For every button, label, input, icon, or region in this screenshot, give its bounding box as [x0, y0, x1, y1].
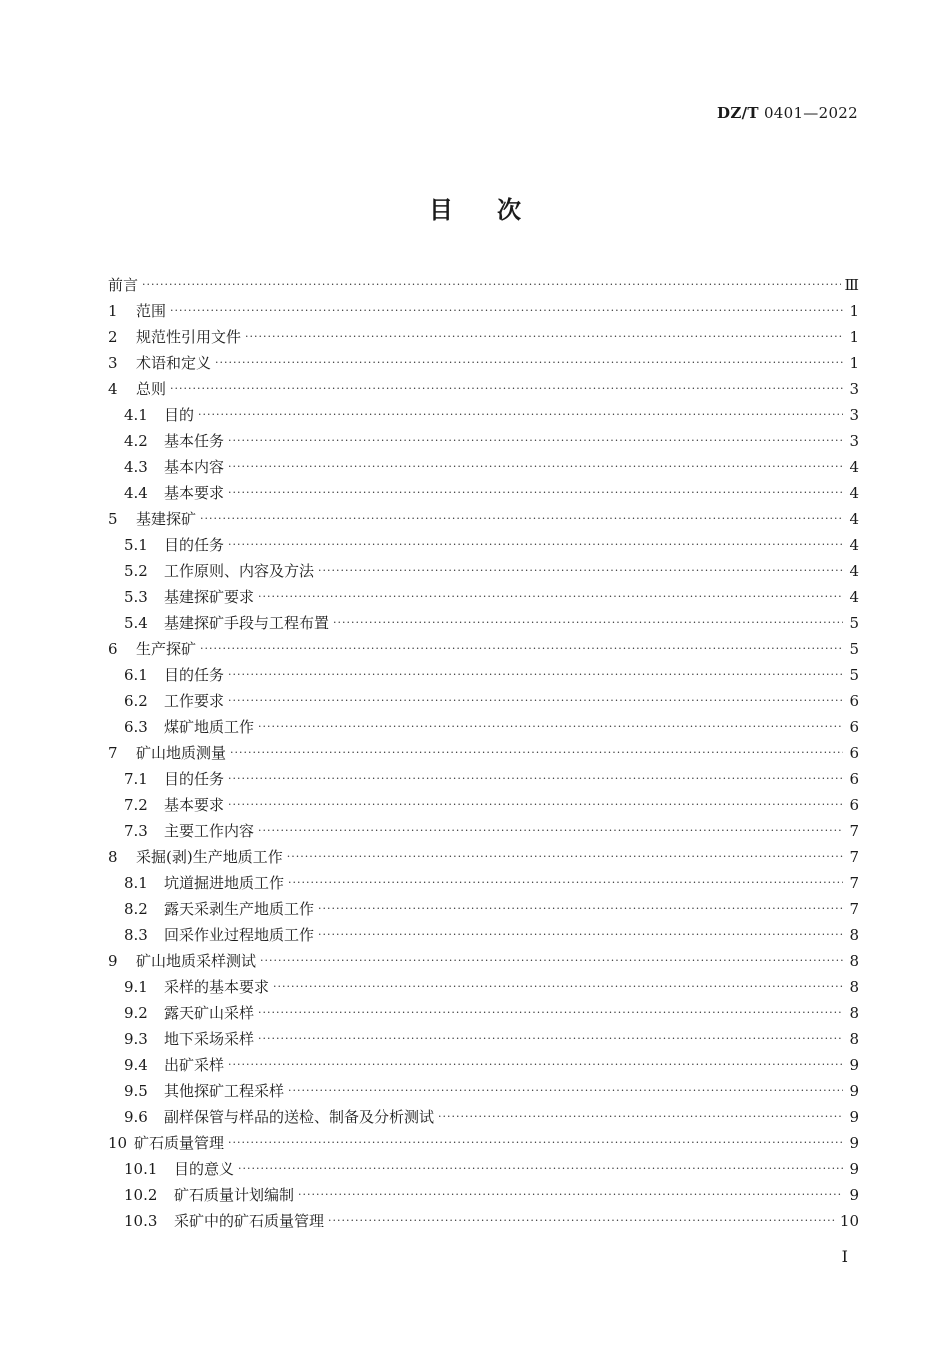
- toc-leader-dots: [318, 558, 843, 584]
- toc-leader-dots: [228, 662, 843, 688]
- toc-entry-number: 5: [108, 510, 118, 528]
- toc-entry-title: 基本任务: [164, 432, 225, 450]
- toc-entry[interactable]: [108, 1104, 859, 1130]
- toc-leader-dots: [238, 1156, 843, 1182]
- toc-leader-dots: [215, 350, 843, 376]
- toc-leader-dots: [228, 766, 843, 792]
- toc-entry-number: 4.3: [124, 458, 148, 476]
- toc-entry[interactable]: [108, 766, 859, 792]
- toc-entry-title: 露天采剥生产地质工作: [164, 900, 315, 918]
- toc-entry[interactable]: [108, 532, 859, 558]
- toc-entry-page: 7: [849, 848, 859, 866]
- toc-entry-page: 9: [849, 1160, 859, 1178]
- toc-entry-number: 8.1: [124, 874, 148, 892]
- toc-entry[interactable]: [108, 480, 859, 506]
- toc-leader-dots: [198, 402, 843, 428]
- toc-entry-title: 采掘(剥)生产地质工作: [136, 848, 283, 866]
- toc-entry-page: 9: [849, 1186, 859, 1204]
- toc-entry-number: 9.6: [124, 1108, 148, 1126]
- toc-entry[interactable]: [108, 1208, 859, 1234]
- toc-entry-title: 煤矿地质工作: [164, 718, 255, 736]
- toc-entry-page: 5: [849, 666, 859, 684]
- toc-entry[interactable]: [108, 844, 859, 870]
- toc-leader-dots: [170, 376, 843, 402]
- toc-entry-page: 9: [849, 1134, 859, 1152]
- toc-entry-page: 8: [849, 978, 859, 996]
- toc-entry-number: 9.5: [124, 1082, 148, 1100]
- toc-entry-number: 6.1: [124, 666, 148, 684]
- toc-entry-number: 4.2: [124, 432, 148, 450]
- toc-entry-number: 9.2: [124, 1004, 148, 1022]
- toc-entry-number: 10.2: [124, 1186, 158, 1204]
- toc-entry-number: 7.2: [124, 796, 148, 814]
- toc-entry[interactable]: [108, 974, 859, 1000]
- toc-entry-title: 目的任务: [164, 770, 225, 788]
- toc-entry-number: 7: [108, 744, 118, 762]
- toc-entry-number: 9.1: [124, 978, 148, 996]
- toc-entry-title: 基建探矿: [136, 510, 197, 528]
- toc-entry-page: 6: [849, 692, 859, 710]
- toc-entry-title: 矿山地质测量: [136, 744, 227, 762]
- toc-entry-page: 1: [849, 302, 859, 320]
- toc-entry-page: 7: [849, 822, 859, 840]
- toc-entry-number: 10.1: [124, 1160, 158, 1178]
- toc-entry-page: 1: [849, 354, 859, 372]
- toc-leader-dots: [298, 1182, 843, 1208]
- toc-entry[interactable]: [108, 558, 859, 584]
- toc-entry[interactable]: [108, 402, 859, 428]
- toc-leader-dots: [245, 324, 843, 350]
- toc-entry-title: 基本要求: [164, 484, 225, 502]
- toc-entry-number: 8.2: [124, 900, 148, 918]
- toc-entry-title: 基建探矿手段与工程布置: [164, 614, 330, 632]
- toc-entry-page: 9: [849, 1082, 859, 1100]
- toc-leader-dots: [228, 480, 843, 506]
- toc-entry[interactable]: [108, 818, 859, 844]
- toc-entry[interactable]: [108, 324, 859, 350]
- toc-leader-dots: [228, 532, 843, 558]
- toc-entry[interactable]: [108, 610, 859, 636]
- toc-entry-page: 4: [849, 484, 859, 502]
- page-title: 目次: [429, 195, 565, 224]
- toc-entry-title: 总则: [136, 380, 167, 398]
- toc-entry-number: 9.3: [124, 1030, 148, 1048]
- toc-entry-page: 3: [849, 432, 859, 450]
- toc-entry-page: 8: [849, 952, 859, 970]
- toc-entry-number: 1: [108, 302, 118, 320]
- toc-entry-page: 4: [849, 458, 859, 476]
- toc-entry-title: 前言: [108, 276, 139, 294]
- toc-entry[interactable]: [108, 1156, 859, 1182]
- toc-entry[interactable]: [108, 714, 859, 740]
- toc-leader-dots: [288, 1078, 843, 1104]
- toc-entry-title: 矿石质量管理: [134, 1134, 225, 1152]
- toc-entry-page: 3: [849, 380, 859, 398]
- toc-entry-title: 范围: [136, 302, 167, 320]
- toc-entry-title: 回采作业过程地质工作: [164, 926, 315, 944]
- toc-entry-number: 6.3: [124, 718, 148, 736]
- toc-leader-dots: [318, 896, 843, 922]
- toc-entry-title: 主要工作内容: [164, 822, 255, 840]
- toc-entry-number: 6.2: [124, 692, 148, 710]
- toc-entry-title: 基本内容: [164, 458, 225, 476]
- toc-entry-title: 采样的基本要求: [164, 978, 270, 996]
- toc-entry-number: 4.4: [124, 484, 148, 502]
- toc-entry-number: 4: [108, 380, 118, 398]
- toc-leader-dots: [288, 870, 843, 896]
- toc-entry-page: 4: [849, 510, 859, 528]
- toc-entry-title: 目的任务: [164, 536, 225, 554]
- toc-entry-number: 7.1: [124, 770, 148, 788]
- toc-entry[interactable]: [108, 1000, 859, 1026]
- toc-entry[interactable]: [108, 584, 859, 610]
- toc-entry[interactable]: [108, 636, 859, 662]
- toc-entry-page: 6: [849, 744, 859, 762]
- toc-entry-title: 矿石质量计划编制: [174, 1186, 295, 1204]
- toc-entry-number: 7.3: [124, 822, 148, 840]
- toc-entry[interactable]: [108, 298, 859, 324]
- toc-entry[interactable]: [108, 688, 859, 714]
- toc-entry-number: 2: [108, 328, 118, 346]
- toc-entry[interactable]: [108, 896, 859, 922]
- toc-leader-dots: [142, 272, 841, 298]
- toc-entry-title: 出矿采样: [164, 1056, 225, 1074]
- toc-entry[interactable]: [108, 350, 859, 376]
- toc-entry-number: 10: [108, 1134, 128, 1152]
- toc-entry-page: 9: [849, 1056, 859, 1074]
- toc-entry-page: 6: [849, 718, 859, 736]
- toc-entry[interactable]: [108, 1078, 859, 1104]
- toc-entry-title: 地下采场采样: [164, 1030, 255, 1048]
- toc-entry-number: 8: [108, 848, 118, 866]
- toc-leader-dots: [438, 1104, 843, 1130]
- toc-entry-page: 6: [849, 770, 859, 788]
- toc-leader-dots: [228, 454, 843, 480]
- toc-leader-dots: [200, 506, 843, 532]
- toc-entry-number: 9.4: [124, 1056, 148, 1074]
- toc-entry-title: 目的: [164, 406, 195, 424]
- toc-leader-dots: [258, 1000, 843, 1026]
- toc-entry-title: 规范性引用文件: [136, 328, 242, 346]
- toc-leader-dots: [258, 714, 843, 740]
- toc-entry[interactable]: [108, 948, 859, 974]
- toc-leader-dots: [258, 584, 843, 610]
- toc-entry[interactable]: [108, 1052, 859, 1078]
- toc-entry-number: 5.2: [124, 562, 148, 580]
- toc-leader-dots: [228, 428, 843, 454]
- toc-entry-number: 9: [108, 952, 118, 970]
- toc-entry-title: 矿山地质采样测试: [136, 952, 257, 970]
- toc-entry[interactable]: [108, 662, 859, 688]
- toc-entry-page: 1: [849, 328, 859, 346]
- toc-leader-dots: [170, 298, 843, 324]
- toc-entry[interactable]: [108, 1026, 859, 1052]
- toc-entry[interactable]: [108, 922, 859, 948]
- toc-entry-title: 基建探矿要求: [164, 588, 255, 606]
- toc-entry-title: 目的任务: [164, 666, 225, 684]
- toc-leader-dots: [230, 740, 843, 766]
- toc-entry-title: 工作要求: [164, 692, 225, 710]
- toc-entry[interactable]: [108, 792, 859, 818]
- toc-leader-dots: [228, 1130, 843, 1156]
- toc-entry-page: 8: [849, 926, 859, 944]
- toc-entry[interactable]: [108, 1130, 859, 1156]
- toc-entry[interactable]: [108, 870, 859, 896]
- toc-entry-page: 4: [849, 562, 859, 580]
- toc-leader-dots: [287, 844, 843, 870]
- standard-prefix: DZ/T: [717, 104, 759, 122]
- toc-leader-dots: [258, 818, 843, 844]
- toc-entry-title: 基本要求: [164, 796, 225, 814]
- toc-entry[interactable]: [108, 740, 859, 766]
- toc-entry[interactable]: [108, 1182, 859, 1208]
- toc-entry-page: 6: [849, 796, 859, 814]
- toc-entry[interactable]: [108, 428, 859, 454]
- toc-leader-dots: [333, 610, 843, 636]
- toc-entry-page: 3: [849, 406, 859, 424]
- toc-leader-dots: [228, 688, 843, 714]
- toc-entry-number: 5.1: [124, 536, 148, 554]
- toc-entry-page: 8: [849, 1030, 859, 1048]
- toc-entry-page: 10: [839, 1212, 859, 1230]
- toc-entry-number: 5.3: [124, 588, 148, 606]
- toc-entry-page: 9: [849, 1108, 859, 1126]
- toc-entry-page: 4: [849, 536, 859, 554]
- toc-entry-number: 3: [108, 354, 118, 372]
- toc-leader-dots: [200, 636, 843, 662]
- toc-leader-dots: [273, 974, 843, 1000]
- toc-entry-number: 5.4: [124, 614, 148, 632]
- toc-entry-title: 坑道掘进地质工作: [164, 874, 285, 892]
- toc-entry-number: 8.3: [124, 926, 148, 944]
- toc-leader-dots: [328, 1208, 836, 1234]
- toc-leader-dots: [228, 1052, 843, 1078]
- standard-number: 0401—2022: [763, 104, 858, 122]
- toc-entry-title: 副样保管与样品的送检、制备及分析测试: [164, 1108, 435, 1126]
- page-number: I: [841, 1247, 848, 1266]
- document-code: [717, 104, 858, 122]
- toc-entry-page: 7: [849, 900, 859, 918]
- toc-entry-page: 5: [849, 640, 859, 658]
- toc-entry-title: 生产探矿: [136, 640, 197, 658]
- toc-entry-number: 10.3: [124, 1212, 158, 1230]
- toc-entry-title: 其他探矿工程采样: [164, 1082, 285, 1100]
- toc-entry-title: 目的意义: [174, 1160, 235, 1178]
- toc-entry-title: 采矿中的矿石质量管理: [174, 1212, 325, 1230]
- toc-leader-dots: [260, 948, 843, 974]
- toc-entry-page: 8: [849, 1004, 859, 1022]
- toc-entry-page: Ⅲ: [844, 276, 859, 294]
- table-of-contents: [108, 272, 859, 1234]
- toc-leader-dots: [258, 1026, 843, 1052]
- toc-entry-page: 5: [849, 614, 859, 632]
- toc-entry-title: 工作原则、内容及方法: [164, 562, 315, 580]
- toc-entry-title: 露天矿山采样: [164, 1004, 255, 1022]
- toc-entry-page: 4: [849, 588, 859, 606]
- toc-entry-page: 7: [849, 874, 859, 892]
- toc-entry[interactable]: [108, 376, 859, 402]
- toc-leader-dots: [318, 922, 843, 948]
- toc-entry[interactable]: [108, 272, 859, 298]
- toc-entry[interactable]: [108, 506, 859, 532]
- toc-entry-number: 4.1: [124, 406, 148, 424]
- toc-leader-dots: [228, 792, 843, 818]
- toc-entry[interactable]: [108, 454, 859, 480]
- toc-entry-title: 术语和定义: [136, 354, 212, 372]
- toc-entry-number: 6: [108, 640, 118, 658]
